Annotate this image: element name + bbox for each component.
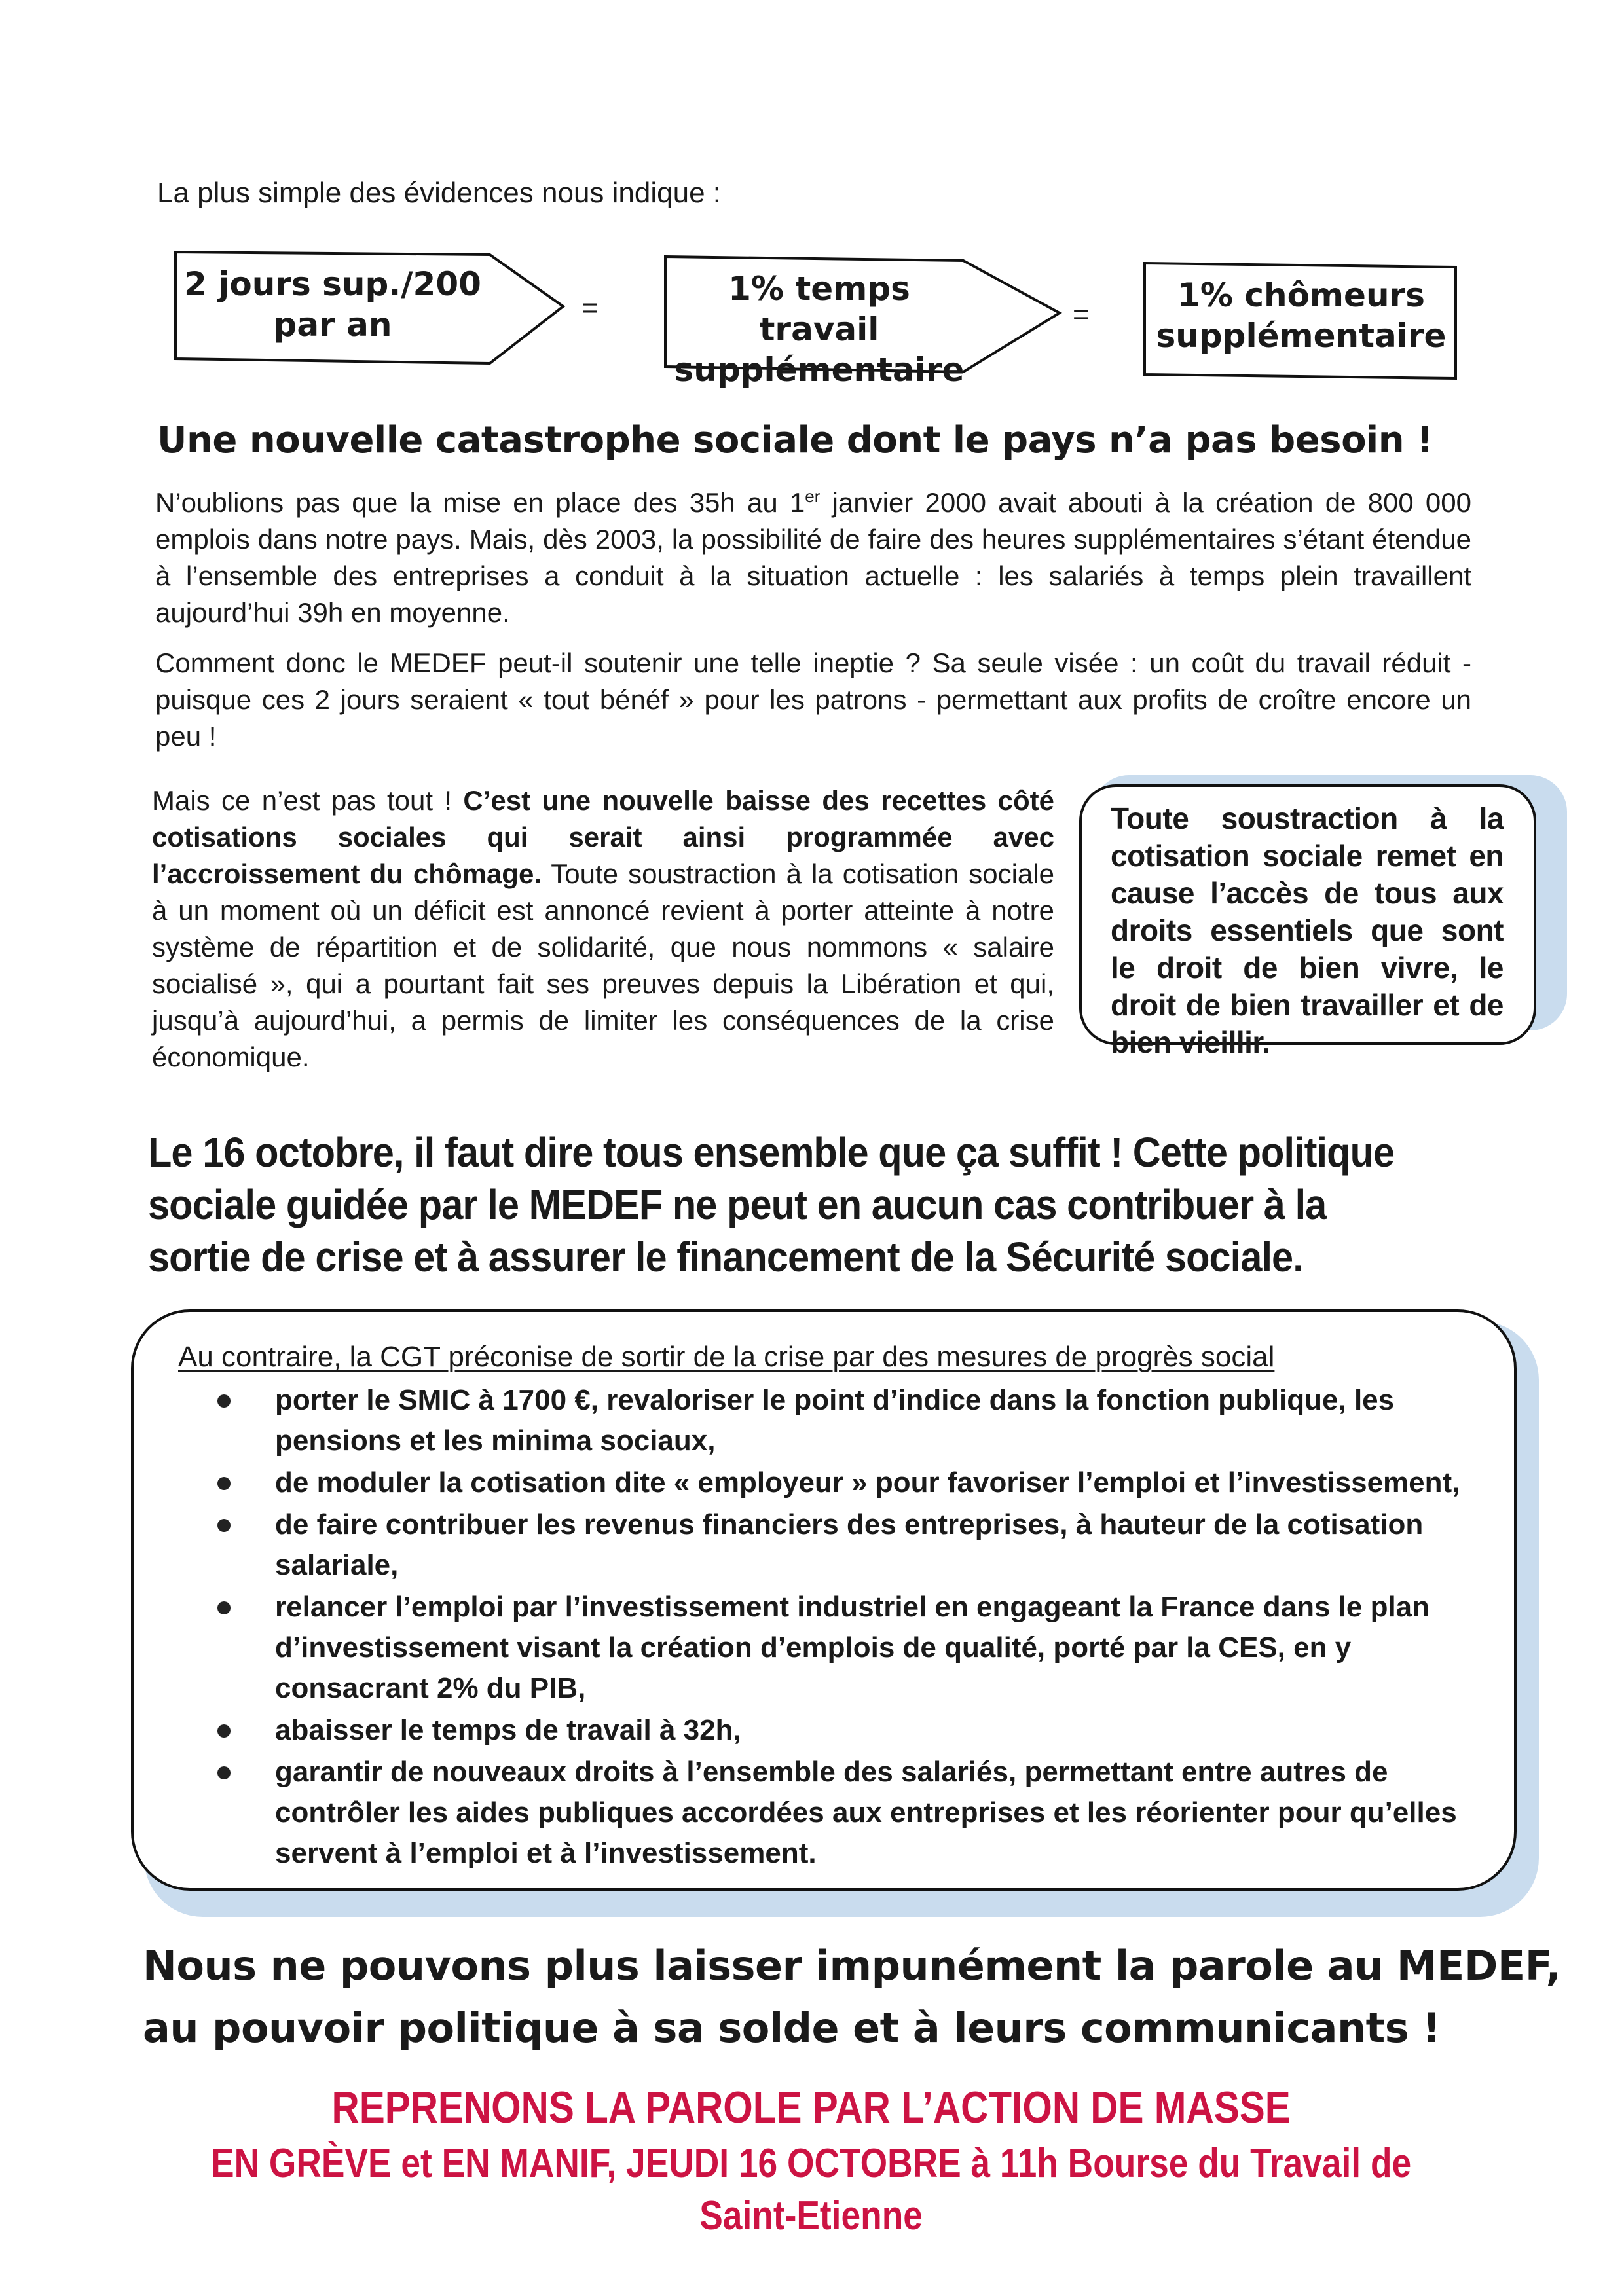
list-item-text: de faire contribuer les revenus financiers des entreprises, à hauteur de la cotisation salariale, bbox=[275, 1508, 1424, 1581]
list-item bbox=[183, 1463, 1467, 1503]
bullet-icon bbox=[217, 1724, 231, 1738]
list-item bbox=[183, 1380, 1467, 1461]
event-city: Saint-Etienne bbox=[699, 2193, 923, 2238]
equals-sign-1: = bbox=[581, 292, 599, 324]
list-item bbox=[183, 1504, 1467, 1586]
call-to-action-details bbox=[113, 2138, 1509, 2242]
paragraph-lead: Mais ce n’est pas tout ! bbox=[152, 785, 464, 816]
bullet-icon bbox=[217, 1519, 231, 1532]
closing-line-1: Nous ne pouvons plus laisser impunément la parole au MEDEF, bbox=[143, 1942, 1561, 1990]
proposals-list bbox=[183, 1380, 1467, 1875]
box1-line1: 2 jours sup./200 bbox=[184, 265, 481, 303]
list-item-text: garantir de nouveaux droits à l’ensemble des salariés, permettant entre autres de contrôler les aides publiques accordées aux entreprises et les réorienter pour qu’elles servent à l’emploi et à l’investissement. bbox=[275, 1756, 1457, 1869]
event-details: EN GRÈVE et EN MANIF, JEUDI 16 OCTOBRE à 11h Bourse du Travail de bbox=[211, 2141, 1412, 2186]
call-to-action-title: REPRENONS LA PAROLE PAR L’ACTION DE MASSE bbox=[331, 2083, 1291, 2132]
paragraph-emphasis: C’est une nouvelle baisse des recettes côté cotisations sociales qui serait ainsi programmée avec l’accroissement du chômage. bbox=[152, 785, 1054, 889]
box1-line2: par an bbox=[273, 306, 392, 344]
paragraph-medef: Comment donc le MEDEF peut-il soutenir une telle ineptie ? Sa seule visée : un coût du travail réduit - puisque ces 2 jours seraient « tout bénéf » pour les patrons - permettant aux profits de croître encore un peu ! bbox=[155, 647, 1471, 752]
proposals-title: Au contraire, la CGT préconise de sortir de la crise par des mesures de progrès social bbox=[178, 1341, 1275, 1373]
list-item-text: abaisser le temps de travail à 32h, bbox=[275, 1714, 741, 1746]
equals-sign-2: = bbox=[1073, 299, 1090, 331]
paragraph-35h bbox=[155, 484, 1471, 631]
paragraph-text: janvier 2000 avait abouti à la création de 800 000 emplois dans notre pays. Mais, dès 2003, la possibilité de faire des heures supplémentaires s’étant étendue à l’ensemble des entreprises a conduit à la situation actuelle : les salariés à temps plein travaillent aujourd’hui 39h en moyenne. bbox=[155, 487, 1471, 628]
paragraph-text: Toute soustraction à la cotisation sociale à un moment où un déficit est annoncé revient à porter atteinte à notre système de répartition et de solidarité, que nous nommons « salaire socialisé », qui a pourtant fait ses preuves depuis la Libération et qui, jusqu’à aujourd’hui, a permis de limiter les conséquences de la crise économique. bbox=[152, 858, 1054, 1072]
box2-line1: 1% temps travail bbox=[728, 270, 910, 348]
box3-line1: 1% chômeurs bbox=[1177, 276, 1425, 314]
intro-text: La plus simple des évidences nous indique : bbox=[157, 177, 721, 209]
bullet-icon bbox=[217, 1601, 231, 1614]
list-item-text: de moduler la cotisation dite « employeur » pour favoriser l’emploi et l’investissement, bbox=[275, 1467, 1460, 1499]
paragraph-text: N’oublions pas que la mise en place des 35h au 1 bbox=[155, 487, 805, 518]
bullet-icon bbox=[217, 1394, 231, 1408]
list-item bbox=[183, 1710, 1467, 1751]
equation-box-unemployment bbox=[1145, 262, 1458, 378]
bullet-icon bbox=[217, 1477, 231, 1490]
list-item-text: relancer l’emploi par l’investissement industriel en engageant la France dans le plan d’investissement visant la création d’emplois de qualité, porté par la CES, en y consacrant 2% du PIB, bbox=[275, 1591, 1430, 1704]
superscript: er bbox=[805, 486, 821, 506]
cgt-proposals-box bbox=[131, 1309, 1532, 1905]
closing-line-2: au pouvoir politique à sa solde et à leurs communicants ! bbox=[143, 2004, 1441, 2052]
bullet-icon bbox=[217, 1766, 231, 1779]
paragraph-cotisations bbox=[152, 782, 1054, 1076]
equation-box-work-time bbox=[665, 255, 1052, 389]
closing-statement bbox=[143, 1935, 1561, 2059]
box3-line2: supplémentaire bbox=[1156, 317, 1447, 355]
callout-box bbox=[1079, 784, 1557, 1059]
october-16-statement: Le 16 octobre, il faut dire tous ensemble que ça suffit ! Cette politique sociale guidée par le MEDEF ne peut en aucun cas contribuer à la sortie de crise et à assurer le financement de la Sécurité sociale. bbox=[148, 1129, 1395, 1281]
list-item-text: porter le SMIC à 1700 €, revaloriser le point d’indice dans la fonction publique, les pensions et les minima sociaux, bbox=[275, 1384, 1395, 1457]
list-item bbox=[183, 1752, 1467, 1874]
equation-box-extra-days bbox=[175, 251, 562, 365]
list-item bbox=[183, 1587, 1467, 1709]
callout-text: Toute soustraction à la cotisation sociale remet en cause l’accès de tous aux droits essentiels que sont le droit de bien vivre, le droit de bien travailler et de bien vieillir. bbox=[1111, 801, 1504, 1059]
section-heading: Une nouvelle catastrophe sociale dont le pays n’a pas besoin ! bbox=[157, 419, 1433, 462]
box2-line2: supplémentaire bbox=[674, 351, 965, 389]
